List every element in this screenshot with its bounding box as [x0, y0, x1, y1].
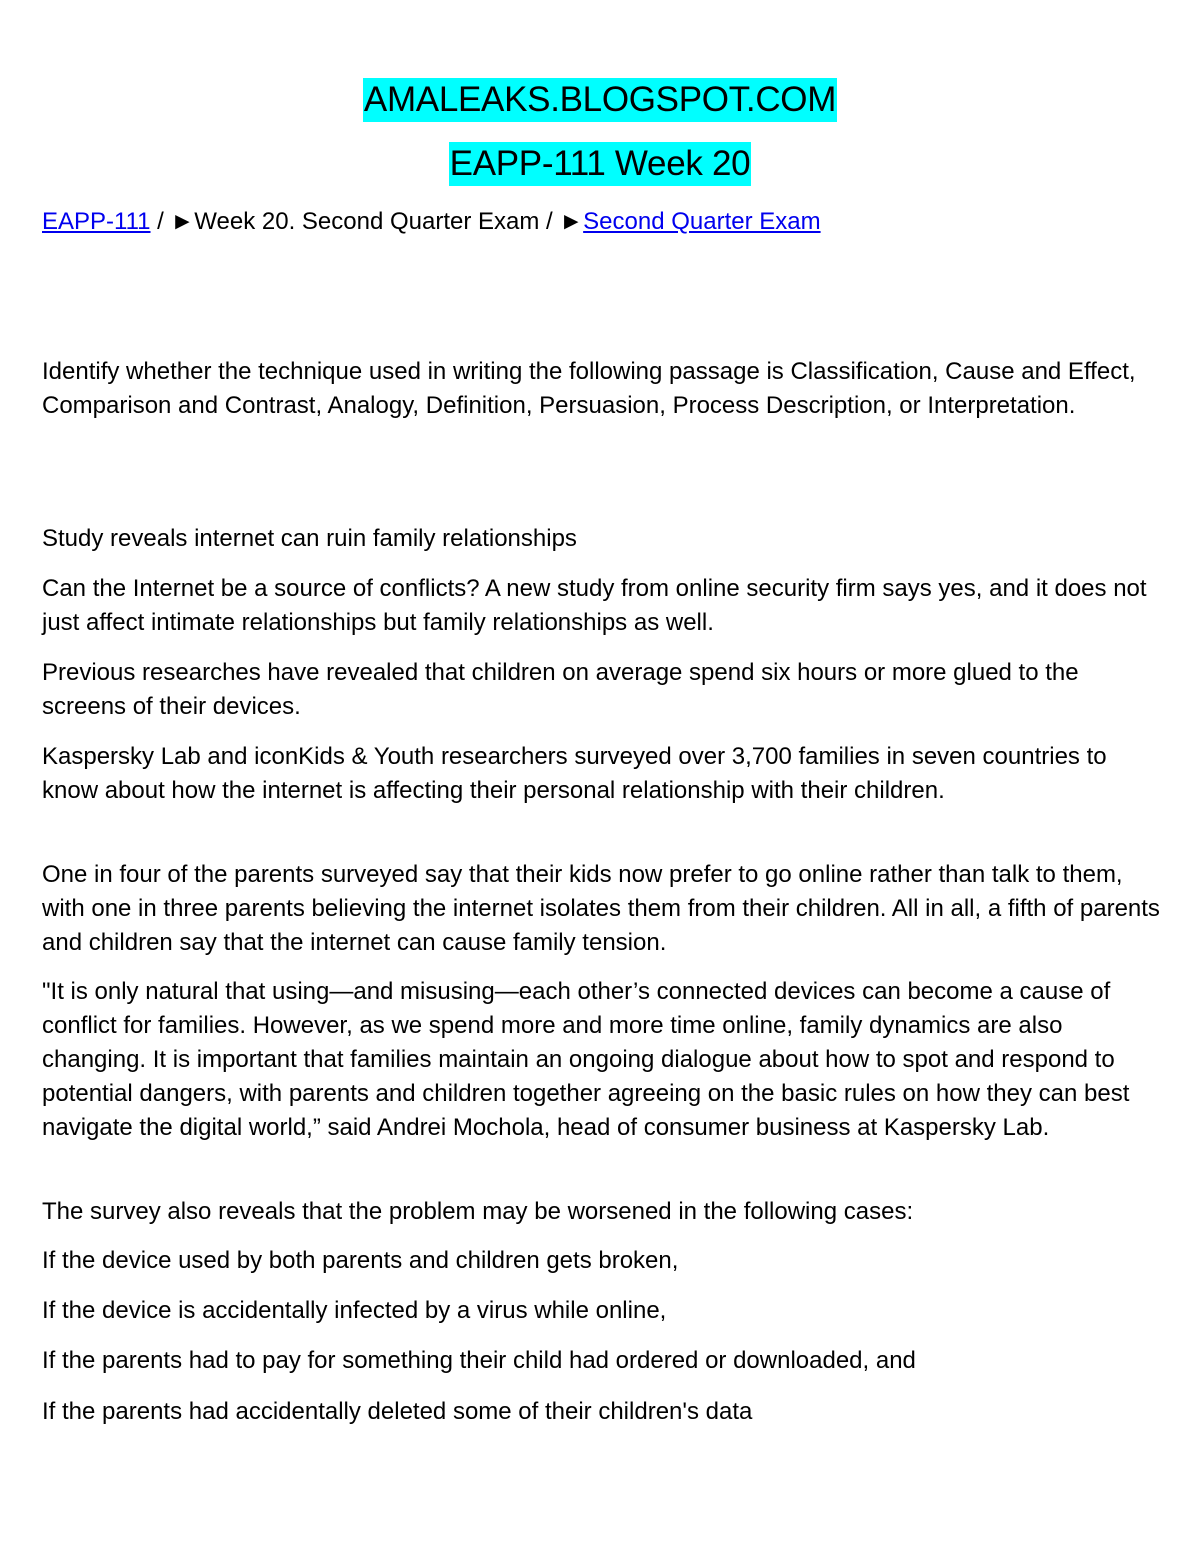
breadcrumb-arrow-icon: ►: [170, 208, 195, 235]
case-item: If the device used by both parents and children gets broken,: [42, 1247, 679, 1274]
site-header: [0, 78, 1200, 122]
breadcrumb-course-link[interactable]: EAPP-111: [42, 208, 151, 235]
article-paragraph: Previous researches have revealed that children on average spend six hours or more glued to the screens of their devices.: [42, 659, 1079, 720]
breadcrumb-section: Week 20. Second Quarter Exam: [194, 208, 540, 235]
breadcrumb-separator: /: [539, 208, 560, 235]
instructions-text: Identify whether the technique used in writing the following passage is Classification, Cause and Effect, Comparison and Contrast, Analogy, Definition, Persuasion, Process Description, or Interpretation.: [42, 358, 1136, 419]
article-paragraph: The survey also reveals that the problem may be worsened in the following cases:: [42, 1198, 914, 1225]
breadcrumb-arrow-icon: ►: [559, 208, 584, 235]
breadcrumb: [42, 207, 821, 237]
breadcrumb-exam-link[interactable]: Second Quarter Exam: [583, 208, 821, 235]
week-title: EAPP-111 Week 20: [449, 142, 752, 186]
site-name: AMALEAKS.BLOGSPOT.COM: [363, 78, 837, 122]
week-header: [0, 142, 1200, 186]
case-item: If the device is accidentally infected by a virus while online,: [42, 1297, 667, 1324]
case-item: If the parents had accidentally deleted some of their children's data: [42, 1398, 753, 1425]
article-quote-paragraph: "It is only natural that using—and misusing—each other’s connected devices can become a cause of conflict for families. However, as we spend more and more time online, family dynamics are also changing. It is important that families maintain an ongoing dialogue about how to spot and respond to potential dangers, with parents and children together agreeing on the basic rules on how they can best navigate the digital world,” said Andrei Mochola, head of consumer business at Kaspersky Lab.: [42, 978, 1130, 1141]
article-paragraph: Can the Internet be a source of conflicts? A new study from online security firm says yes, and it does not just affect intimate relationships but family relationships as well.: [42, 575, 1147, 636]
article-title: Study reveals internet can ruin family relationships: [42, 525, 577, 552]
case-item: If the parents had to pay for something their child had ordered or downloaded, and: [42, 1347, 916, 1374]
article-paragraph: Kaspersky Lab and iconKids & Youth researchers surveyed over 3,700 families in seven countries to know about how the internet is affecting their personal relationship with their children.: [42, 743, 1107, 804]
article-paragraph: One in four of the parents surveyed say that their kids now prefer to go online rather than talk to them, with one in three parents believing the internet isolates them from their children. All in all, a fifth of parents and children say that the internet can cause family tension.: [42, 861, 1160, 956]
breadcrumb-separator: /: [150, 208, 171, 235]
